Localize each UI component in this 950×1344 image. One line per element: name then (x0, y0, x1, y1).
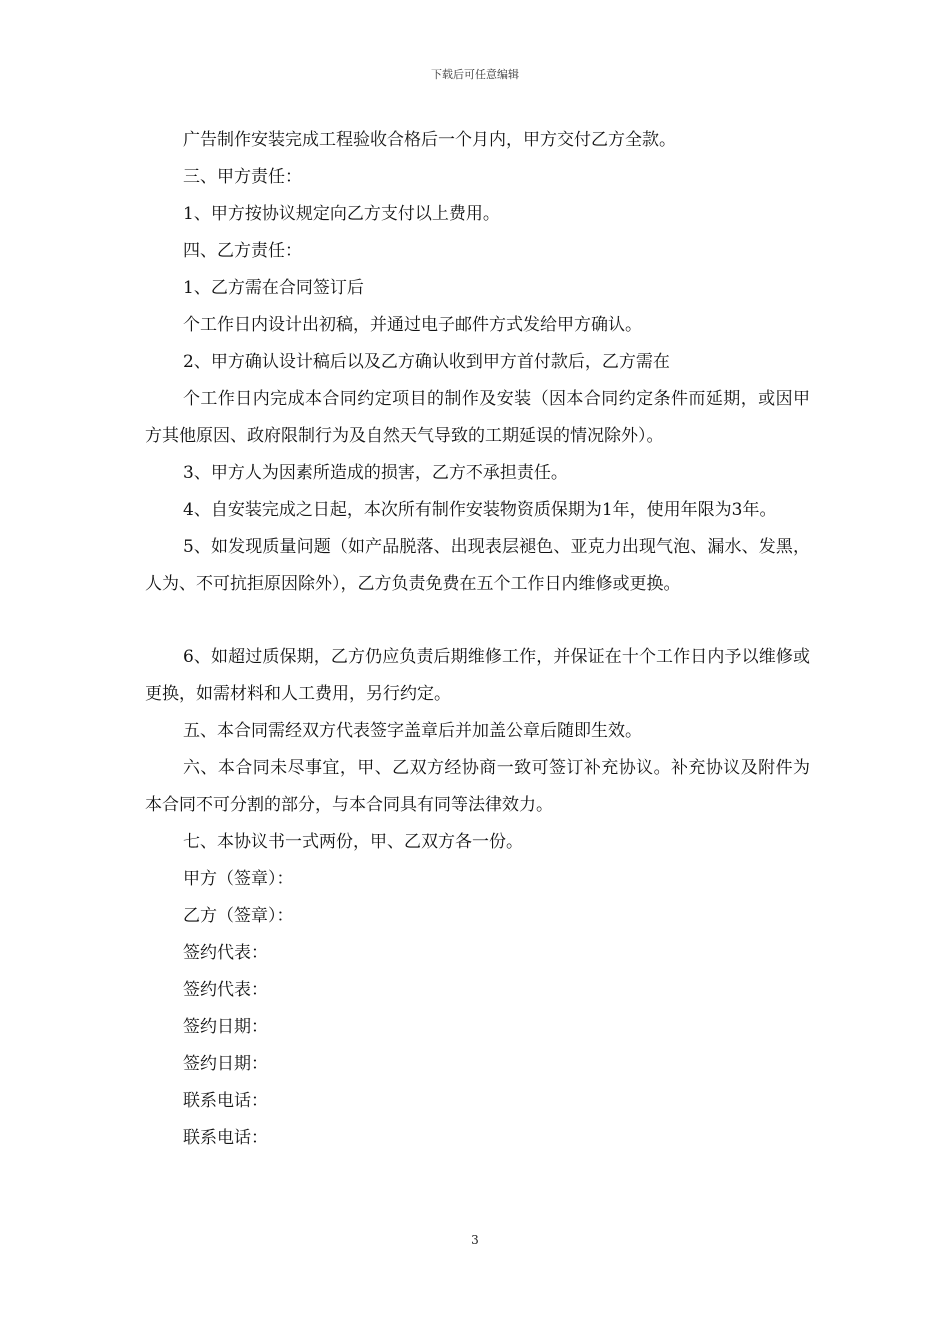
paragraph-party-b-item-3: 3、甲方人为因素所造成的损害，乙方不承担责任。 (183, 463, 568, 483)
paragraph-party-b-item-4: 4、自安装完成之日起，本次所有制作安装物资质保期为1年，使用年限为3年。 (183, 500, 777, 520)
paragraph-party-b-item-1: 1、乙方需在合同签订后 (183, 278, 364, 298)
paragraph-party-a-item-1: 1、甲方按协议规定向乙方支付以上费用。 (183, 204, 500, 224)
contact-phone-b: 联系电话： (183, 1128, 268, 1148)
paragraph-party-b-item-2: 2、甲方确认设计稿后以及乙方确认收到甲方首付款后，乙方需在 (183, 352, 670, 372)
paragraph-party-b-item-6: 6、如超过质保期，乙方仍应负责后期维修工作，并保证在十个工作日内予以维修或更换，如需材料和人工费用，另行约定。 (145, 647, 810, 704)
paragraph-party-b-item-2-continued: 个工作日内完成本合同约定项目的制作及安装（因本合同约定条件而延期，或因甲方其他原因、政府限制行为及自然天气导致的工期延误的情况除外）。 (145, 389, 810, 446)
page-header: 下载后可任意编辑 (431, 68, 519, 81)
paragraph-party-b-item-5: 5、如发现质量问题（如产品脱落、出现表层褪色、亚克力出现气泡、漏水、发黑，人为、不可抗拒原因除外），乙方负责免费在五个工作日内维修或更换。 (145, 537, 810, 594)
paragraph-party-b-item-1-continued: 个工作日内设计出初稿，并通过电子邮件方式发给甲方确认。 (183, 315, 642, 335)
paragraph-clause-6: 六、本合同未尽事宜，甲、乙双方经协商一致可签订补充协议。补充协议及附件为本合同不可分割的部分，与本合同具有同等法律效力。 (145, 758, 810, 815)
signing-representative-b: 签约代表： (183, 980, 268, 1000)
contact-phone-a: 联系电话： (183, 1091, 268, 1111)
heading-party-b-responsibility: 四、乙方责任： (183, 241, 302, 261)
signature-party-b: 乙方（签章）： (183, 906, 294, 926)
heading-party-a-responsibility: 三、甲方责任： (183, 167, 302, 187)
paragraph-clause-5: 五、本合同需经双方代表签字盖章后并加盖公章后随即生效。 (183, 721, 642, 741)
document-body (145, 122, 810, 1157)
page-number: 3 (471, 1233, 479, 1247)
signing-date-a: 签约日期： (183, 1017, 268, 1037)
signing-representative-a: 签约代表： (183, 943, 268, 963)
paragraph-payment-terms: 广告制作安装完成工程验收合格后一个月内，甲方交付乙方全款。 (183, 130, 676, 150)
signature-party-a: 甲方（签章）： (183, 869, 294, 889)
paragraph-clause-7: 七、本协议书一式两份，甲、乙双方各一份。 (183, 832, 523, 852)
signing-date-b: 签约日期： (183, 1054, 268, 1074)
